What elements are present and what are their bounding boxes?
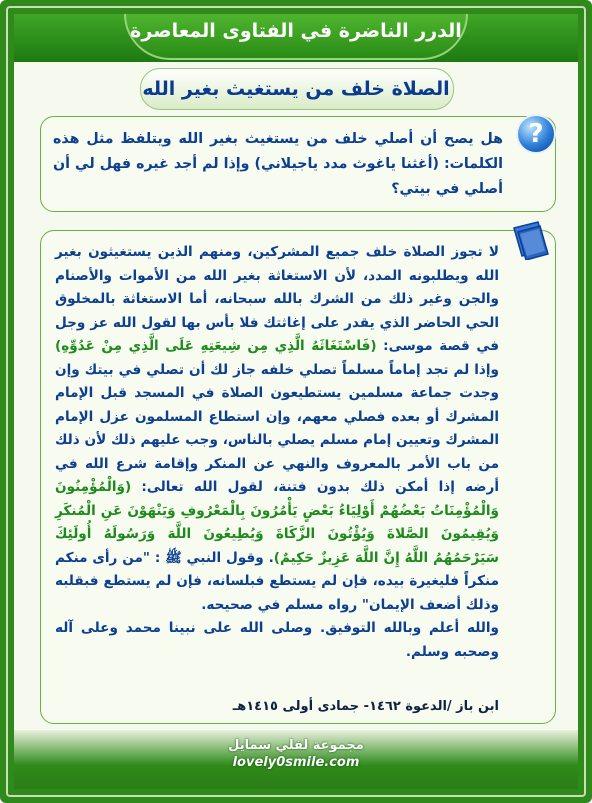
question-mark-icon: ? (516, 114, 556, 154)
answer-box (40, 230, 556, 724)
book-icon (508, 220, 552, 260)
question-text: هل يصح أن أصلي خلف من يستغيث بغير الله ويتلفظ مثل هذه الكلمات: (أغثنا ياغوث مدد ياجيلاني) وإذا لم أجد غيره فهل لي أن أصلي في بيتي؟ (53, 131, 503, 197)
answer-closing: والله أعلم وبالله التوفيق. وصلى الله على نبينا محمد وعلى آله وصحبه وسلم. (55, 620, 499, 660)
quran-verse-2: (وَالْمُؤْمِنُونَ وَالْمُؤْمِنَاتُ بَعْضُهُمْ أَوْلِيَاءُ بَعْضٍ يَأْمُرُونَ بِالْمَعْرُوفِ وَيَنْهَوْنَ عَنِ الْمُنكَرِ وَيُقِيمُونَ الصَّلاةَ وَيُؤْتُونَ الزَّكَاةَ وَيُطِيعُونَ اللَّهَ وَرَسُولَهُ أُولَئِكَ سَيَرْحَمُهُمُ اللَّهُ إِنَّ اللَّهَ عَزِيزٌ حَكِيمٌ) (55, 479, 500, 566)
question-box (40, 116, 556, 212)
answer-text-2: وإذا لم تجد إماماً مسلماً تصلي خلفه جاز لك أن تصلي في بيتك وإن وجدت جماعة مسلمين يستطيعون الصلاة في المسجد قبل الإمام المشرك أو بعده فصلي معهم، وإن استطاع المسلمون عزل الإمام المشرك وتعيين إمام مسلم يصلي بالناس، وجب عليهم ذلك لأن ذلك من باب الأمر بالمعروف والنهي عن المنكر وإقامة شرع الله في أرضه إذا أمكن ذلك بدون فتنة، لقول الله تعالى: (55, 361, 499, 495)
fatwa-title: الصلاة خلف من يستغيث بغير الله (142, 78, 450, 100)
quran-verse-1: (فَاسْتَغَاثَهُ الَّذِي مِن شِيعَتِهِ عَلَى الَّذِي مِنْ عَدُوِّهِ) (55, 338, 377, 354)
answer-paragraph (55, 241, 499, 617)
footer-brand-arabic: مجموعة لفلي سمايل (228, 738, 364, 753)
answer-text-1: لا تجوز الصلاة خلف جميع المشركين، ومنهم الذين يستغيثون بغير الله ويطلبونه المدد، لأن الاستغاثة بغير الله من الأموات والأصنام والجن وغير ذلك من الشرك بالله سبحانه، أما الاستغاثة بالمخلوق الحي الحاضر الذي يقدر على إغاثتك فلا بأس بها لقول الله عز وجل في قصة موسى: (55, 244, 499, 354)
answer-text-3: . وقول النبي ﷺ : "من رأى منكم منكراً فليغيرة بيده، فإن لم يستطع فبلسانه، فإن لم يستطع فبقلبه وذلك أضعف الإيمان" رواه مسلم في صحيحه. (55, 549, 499, 613)
fatwa-source: ابن باز /الدعوة ١٤٦٢- جمادى أولى ١٤١٥هـ (232, 699, 499, 714)
footer (0, 738, 592, 772)
page-title: الدرر الناضرة في الفتاوى المعاصرة (130, 20, 462, 42)
footer-website[interactable]: lovely0smile.com (232, 755, 360, 770)
